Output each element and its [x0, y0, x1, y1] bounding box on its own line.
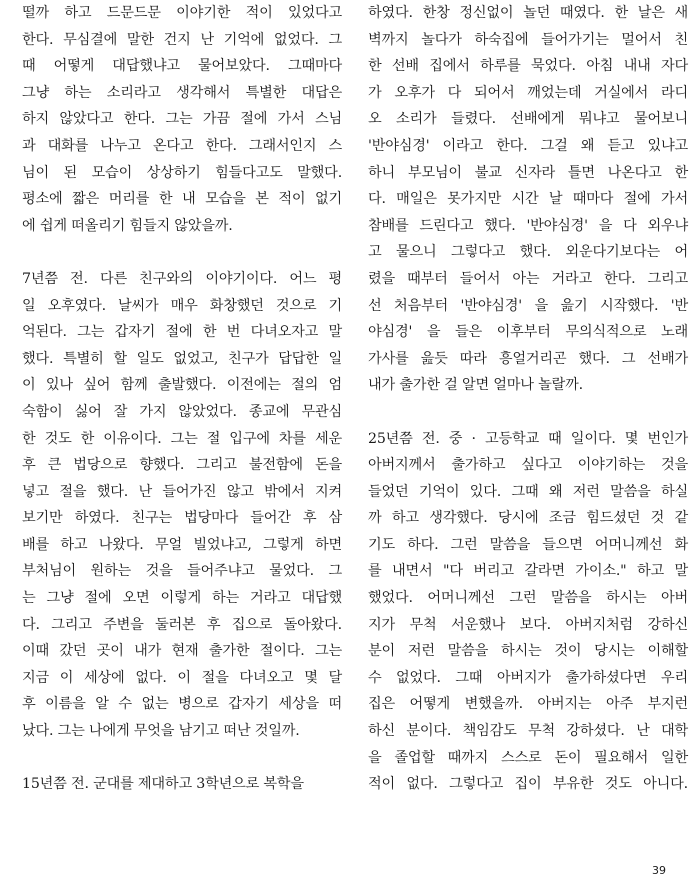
text-line: 렸을 때부터 들어서 아는 거라고 한다. 그리고 — [368, 270, 688, 287]
text-line: 야심경' 을 들은 이후부터 무의식적으로 노래 — [368, 324, 688, 341]
text-line: 기도 하다. 그런 말씀을 들으면 어머니께선 화 — [368, 536, 688, 553]
text-line: 7년쯤 전. 다른 친구와의 이야기이다. 어느 평 — [22, 270, 342, 287]
text-line: 님이 된 모습이 상상하기 힘들다고도 말했다. — [22, 164, 342, 181]
text-line: 다. 그리고 주변을 둘러본 후 집으로 돌아왔다. — [22, 616, 342, 633]
text-line: 하였다. 한창 정신없이 놀던 때였다. 한 날은 새 — [368, 5, 688, 21]
text-line: 25년쯤 전. 중 · 고등학교 때 일이다. 몇 번인가 — [368, 430, 688, 447]
text-line: 는 그냥 절에 오면 이렇게 하는 거라고 대답했 — [22, 590, 342, 607]
paragraph-gap — [368, 399, 688, 426]
text-line: 때 어떻게 대답했냐고 물어보았다. 그때마다 — [22, 58, 342, 75]
text-line: 보기만 하였다. 친구는 법당마다 들어간 후 삼 — [22, 510, 342, 527]
text-line: 가사를 읊듯 따라 흥얼거리곤 했다. 그 선배가 — [368, 350, 688, 367]
text-line: 에 쉽게 떠올리기 힘들지 않았을까. — [22, 217, 233, 234]
text-line: 집은 어떻게 변했을까. 아버지는 아주 부지런 — [368, 696, 688, 713]
text-line: 을 졸업할 때까지 스스로 돈이 필요해서 일한 — [368, 749, 688, 766]
text-line: 억된다. 그는 갑자기 절에 한 번 다녀오자고 말 — [22, 324, 342, 341]
text-line: 를 내면서 "다 버리고 갈라면 가이소." 하고 말 — [368, 563, 688, 580]
text-line: 참배를 드린다고 했다. '반야심경' 을 다 외우냐 — [368, 217, 688, 234]
text-line: 오 소리가 들렸다. 선배에게 뭐냐고 물어보니 — [368, 111, 688, 128]
text-line: 지가 무척 서운했나 보다. 아버지처럼 강하신 — [368, 616, 688, 633]
paragraph-gap — [22, 745, 342, 772]
text-line: 한다. 무심결에 말한 건지 난 기억에 없었다. 그 — [22, 31, 342, 48]
text-line: 과 대화를 나누고 온다고 한다. 그래서인지 스 — [22, 137, 342, 154]
text-line: 했다. 특별히 할 일도 없었고, 친구가 답답한 일 — [22, 350, 342, 367]
text-line: 들었던 기억이 있다. 그때 왜 저런 말씀을 하실 — [368, 483, 688, 500]
text-line: 일 오후였다. 날씨가 매우 화창했던 것으로 기 — [22, 297, 342, 314]
text-line: 했었다. 어머니께선 그런 말씀을 하시는 아버 — [368, 590, 688, 607]
text-line: 가 오후가 다 되어서 깨었는데 거실에서 라디 — [368, 84, 688, 101]
text-line: 평소에 짧은 머리를 한 내 모습을 본 적이 없기 — [22, 191, 342, 208]
text-line: 후 큰 법당으로 향했다. 그리고 불전함에 돈을 — [22, 457, 342, 474]
text-line: 이때 갔던 곳이 내가 현재 출가한 절이다. 그는 — [22, 643, 342, 660]
text-line: 넣고 절을 했다. 난 들어가진 않고 밖에서 지켜 — [22, 483, 342, 500]
right-text-column — [368, 0, 688, 798]
left-text-column — [22, 0, 342, 798]
text-line: 하지 않았다고 한다. 그는 가끔 절에 가서 스님 — [22, 111, 342, 128]
text-line: 적이 없다. 그렇다고 집이 부유한 것도 아니다. — [368, 776, 688, 793]
text-line: 선 처음부터 '반야심경' 을 읊기 시작했다. '반 — [368, 297, 688, 314]
text-line: 후 이름을 알 수 없는 병으로 갑자기 세상을 떠 — [22, 696, 342, 713]
text-line: 까 하고 생각했다. 당시에 조금 힘드셨던 것 같 — [368, 510, 688, 527]
text-line: 하니 부모님이 불교 신자라 틀면 나온다고 한 — [368, 164, 688, 181]
page-number: 39 — [652, 864, 666, 877]
text-line: 벽까지 놀다가 하숙집에 들어가기는 멀어서 친 — [368, 31, 688, 48]
text-line: 수 없었다. 그때 아버지가 출가하셨다면 우리 — [368, 669, 688, 686]
text-line: 이 있나 싶어 함께 출발했다. 이전에는 절의 엄 — [22, 377, 342, 394]
text-line: 내가 출가한 걸 알면 얼마나 놀랄까. — [368, 377, 583, 394]
text-line: 15년쯤 전. 군대를 제대하고 3학년으로 복학을 — [22, 776, 304, 793]
text-line: 하신 분이다. 책임감도 무척 강하셨다. 난 대학 — [368, 723, 688, 740]
text-line: 떨까 하고 드문드문 이야기한 적이 있었다고 — [22, 5, 342, 21]
paragraph-gap — [22, 239, 342, 266]
text-line: 분이 저런 말씀을 하시는 것이 당시는 이해할 — [368, 643, 688, 660]
text-line: '반야심경' 이라고 한다. 그걸 왜 듣고 있냐고 — [368, 137, 688, 154]
text-line: 다. 매일은 못가지만 시간 날 때마다 절에 가서 — [368, 191, 688, 208]
text-line: 났다. 그는 나에게 무엇을 남기고 떠난 것일까. — [22, 723, 300, 740]
text-line: 한 선배 집에서 하루를 묵었다. 아침 내내 자다 — [368, 58, 688, 75]
text-line: 지금 이 세상에 없다. 이 절을 다녀오고 몇 달 — [22, 669, 342, 686]
text-line: 한 것도 한 이유이다. 그는 절 입구에 차를 세운 — [22, 430, 342, 447]
text-line: 부처님이 원하는 것을 들어주냐고 물었다. 그 — [22, 563, 342, 580]
text-line: 그냥 하는 소리라고 생각해서 특별한 대답은 — [22, 84, 342, 101]
text-line: 고 물으니 그렇다고 했다. 외운다기보다는 어 — [368, 244, 688, 261]
text-line: 아버지께서 출가하고 싶다고 이야기하는 것을 — [368, 457, 688, 474]
text-line: 배를 하고 나왔다. 무얼 빌었냐고, 그렇게 하면 — [22, 536, 342, 553]
text-line: 숙함이 싫어 잘 가지 않았었다. 종교에 무관심 — [22, 403, 342, 420]
